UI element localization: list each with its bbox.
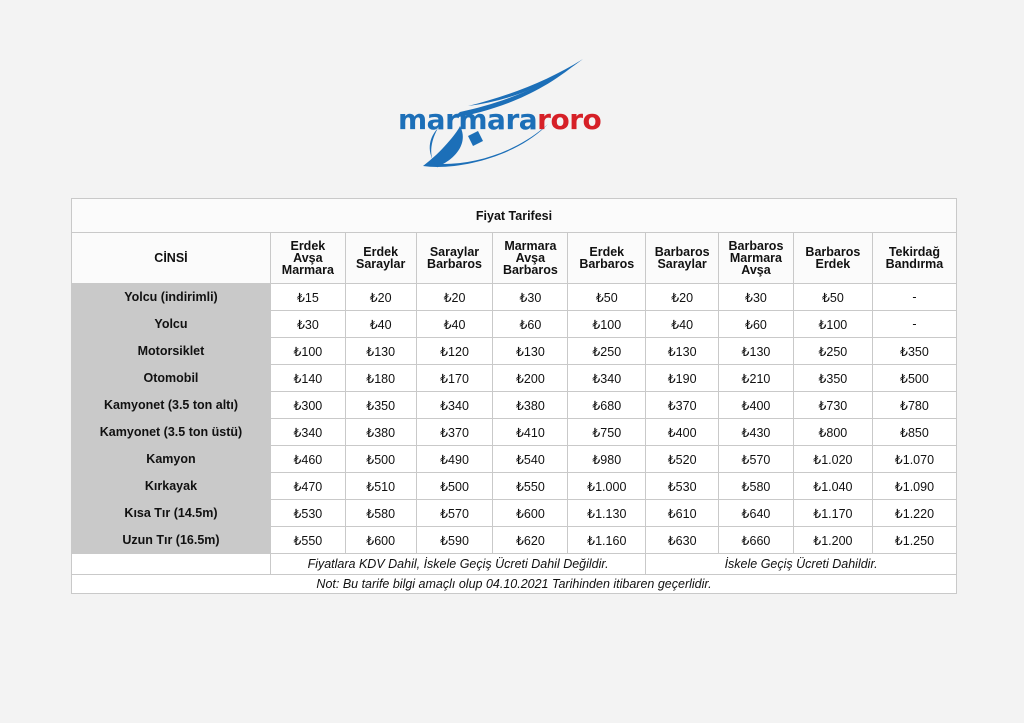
price-cell: ₺140 (270, 365, 345, 392)
column-header-route (345, 233, 416, 284)
price-cell: ₺350 (872, 338, 956, 365)
price-cell: ₺400 (719, 392, 794, 419)
table-row (72, 338, 957, 365)
price-cell: ₺30 (719, 284, 794, 311)
price-cell: ₺1.160 (568, 527, 646, 554)
route-name: Avşa (741, 263, 771, 277)
price-cell: ₺1.020 (793, 446, 872, 473)
price-cell: ₺580 (345, 500, 416, 527)
price-cell: ₺40 (646, 311, 719, 338)
price-cell: ₺570 (416, 500, 493, 527)
price-cell: ₺170 (416, 365, 493, 392)
table-title: Fiyat Tarifesi (72, 199, 957, 233)
price-cell: ₺490 (416, 446, 493, 473)
route-name: Marmara (729, 251, 783, 265)
route-name: Marmara (504, 239, 557, 253)
route-name: Erdek (363, 245, 399, 259)
price-cell: ₺60 (493, 311, 568, 338)
price-cell: ₺300 (270, 392, 345, 419)
price-cell: ₺400 (646, 419, 719, 446)
price-cell: ₺460 (270, 446, 345, 473)
price-cell: ₺610 (646, 500, 719, 527)
table-row (72, 527, 957, 554)
vehicle-category: Motorsiklet (72, 338, 271, 365)
price-cell: ₺350 (345, 392, 416, 419)
price-cell: ₺40 (416, 311, 493, 338)
price-cell: ₺980 (568, 446, 646, 473)
price-cell: ₺15 (270, 284, 345, 311)
vehicle-category: Otomobil (72, 365, 271, 392)
price-cell: ₺730 (793, 392, 872, 419)
price-cell: ₺500 (345, 446, 416, 473)
price-cell: ₺1.170 (793, 500, 872, 527)
vehicle-category: Yolcu (indirimli) (72, 284, 271, 311)
route-name: Erdek (815, 257, 851, 271)
price-cell: ₺520 (646, 446, 719, 473)
route-name: Erdek (589, 245, 625, 259)
price-cell: ₺1.090 (872, 473, 956, 500)
column-header-route (719, 233, 794, 284)
column-header-route (416, 233, 493, 284)
price-cell: ₺550 (270, 527, 345, 554)
vehicle-category: Kısa Tır (14.5m) (72, 500, 271, 527)
price-cell: ₺1.250 (872, 527, 956, 554)
price-cell: ₺20 (416, 284, 493, 311)
route-name: Avşa (293, 251, 323, 265)
price-cell: ₺570 (719, 446, 794, 473)
column-header-route (793, 233, 872, 284)
price-cell: ₺630 (646, 527, 719, 554)
vehicle-category: Uzun Tır (16.5m) (72, 527, 271, 554)
price-cell: ₺580 (719, 473, 794, 500)
route-name: Barbaros (805, 245, 861, 259)
note-left: Fiyatlara KDV Dahil, İskele Geçiş Ücreti Dahil Değildir. (270, 554, 645, 575)
price-cell: ₺430 (719, 419, 794, 446)
route-name: Bandırma (885, 257, 944, 271)
route-name: Barbaros (502, 263, 558, 277)
price-cell: ₺340 (270, 419, 345, 446)
route-name: Marmara (281, 263, 334, 277)
price-cell: ₺340 (416, 392, 493, 419)
price-cell: - (872, 311, 956, 338)
price-cell: ₺540 (493, 446, 568, 473)
price-cell: ₺380 (345, 419, 416, 446)
price-cell: ₺1.200 (793, 527, 872, 554)
note-right: İskele Geçiş Ücreti Dahildir. (646, 554, 957, 575)
price-cell: ₺50 (793, 284, 872, 311)
price-cell: ₺100 (270, 338, 345, 365)
route-name: Saraylar (355, 257, 406, 271)
price-cell: ₺500 (416, 473, 493, 500)
price-cell: ₺130 (345, 338, 416, 365)
price-cell: ₺340 (568, 365, 646, 392)
table-row (72, 473, 957, 500)
price-cell: ₺600 (345, 527, 416, 554)
column-header-category: CİNSİ (72, 233, 271, 284)
price-cell: ₺30 (270, 311, 345, 338)
route-name: Tekirdağ (888, 245, 940, 259)
price-cell: ₺60 (719, 311, 794, 338)
table-row (72, 365, 957, 392)
price-cell: ₺680 (568, 392, 646, 419)
price-cell: ₺600 (493, 500, 568, 527)
route-name: Barbaros (728, 239, 784, 253)
price-cell: ₺1.040 (793, 473, 872, 500)
price-cell: ₺20 (646, 284, 719, 311)
route-name: Saraylar (657, 257, 707, 271)
column-header-route (270, 233, 345, 284)
price-cell: ₺370 (646, 392, 719, 419)
price-cell: ₺780 (872, 392, 956, 419)
price-cell: ₺850 (872, 419, 956, 446)
route-name: Barbaros (427, 257, 482, 271)
price-cell: ₺100 (793, 311, 872, 338)
vehicle-category: Kamyonet (3.5 ton üstü) (72, 419, 271, 446)
price-cell: ₺200 (493, 365, 568, 392)
column-header-route (646, 233, 719, 284)
price-cell: ₺50 (568, 284, 646, 311)
price-cell: ₺250 (568, 338, 646, 365)
price-cell: ₺510 (345, 473, 416, 500)
price-cell: ₺350 (793, 365, 872, 392)
price-cell: ₺1.070 (872, 446, 956, 473)
price-cell: ₺1.220 (872, 500, 956, 527)
price-cell: ₺800 (793, 419, 872, 446)
route-name: Avşa (515, 251, 546, 265)
price-cell: ₺180 (345, 365, 416, 392)
vehicle-category: Kamyonet (3.5 ton altı) (72, 392, 271, 419)
price-table (71, 198, 957, 594)
price-cell: ₺250 (793, 338, 872, 365)
vehicle-category: Kırkayak (72, 473, 271, 500)
price-cell: ₺130 (719, 338, 794, 365)
price-cell: ₺410 (493, 419, 568, 446)
price-cell: ₺620 (493, 527, 568, 554)
price-cell: ₺120 (416, 338, 493, 365)
price-cell: ₺1.000 (568, 473, 646, 500)
price-cell: ₺190 (646, 365, 719, 392)
price-cell: ₺550 (493, 473, 568, 500)
price-cell: ₺130 (493, 338, 568, 365)
vehicle-category: Kamyon (72, 446, 271, 473)
price-cell: ₺100 (568, 311, 646, 338)
column-header-route (493, 233, 568, 284)
table-row (72, 311, 957, 338)
price-cell: - (872, 284, 956, 311)
table-row (72, 446, 957, 473)
price-cell: ₺40 (345, 311, 416, 338)
route-name: Barbaros (654, 245, 710, 259)
price-cell: ₺30 (493, 284, 568, 311)
table-row (72, 392, 957, 419)
marmararoro-logo (398, 56, 608, 176)
price-cell: ₺530 (646, 473, 719, 500)
table-row (72, 500, 957, 527)
table-row (72, 284, 957, 311)
price-cell: ₺130 (646, 338, 719, 365)
brand-name: marmararoro (398, 103, 602, 136)
price-cell: ₺660 (719, 527, 794, 554)
table-row (72, 419, 957, 446)
price-cell: ₺470 (270, 473, 345, 500)
price-cell: ₺370 (416, 419, 493, 446)
price-cell: ₺500 (872, 365, 956, 392)
price-cell: ₺530 (270, 500, 345, 527)
route-name: Saraylar (429, 245, 480, 259)
column-header-route (568, 233, 646, 284)
route-name: Barbaros (579, 257, 635, 271)
price-cell: ₺590 (416, 527, 493, 554)
price-cell: ₺210 (719, 365, 794, 392)
price-cell: ₺640 (719, 500, 794, 527)
route-name: Erdek (290, 239, 326, 253)
price-cell: ₺20 (345, 284, 416, 311)
vehicle-category: Yolcu (72, 311, 271, 338)
price-cell: ₺380 (493, 392, 568, 419)
footer-note: Not: Bu tarife bilgi amaçlı olup 04.10.2021 Tarihinden itibaren geçerlidir. (72, 575, 957, 594)
column-header-route (872, 233, 956, 284)
price-cell: ₺750 (568, 419, 646, 446)
price-cell: ₺1.130 (568, 500, 646, 527)
